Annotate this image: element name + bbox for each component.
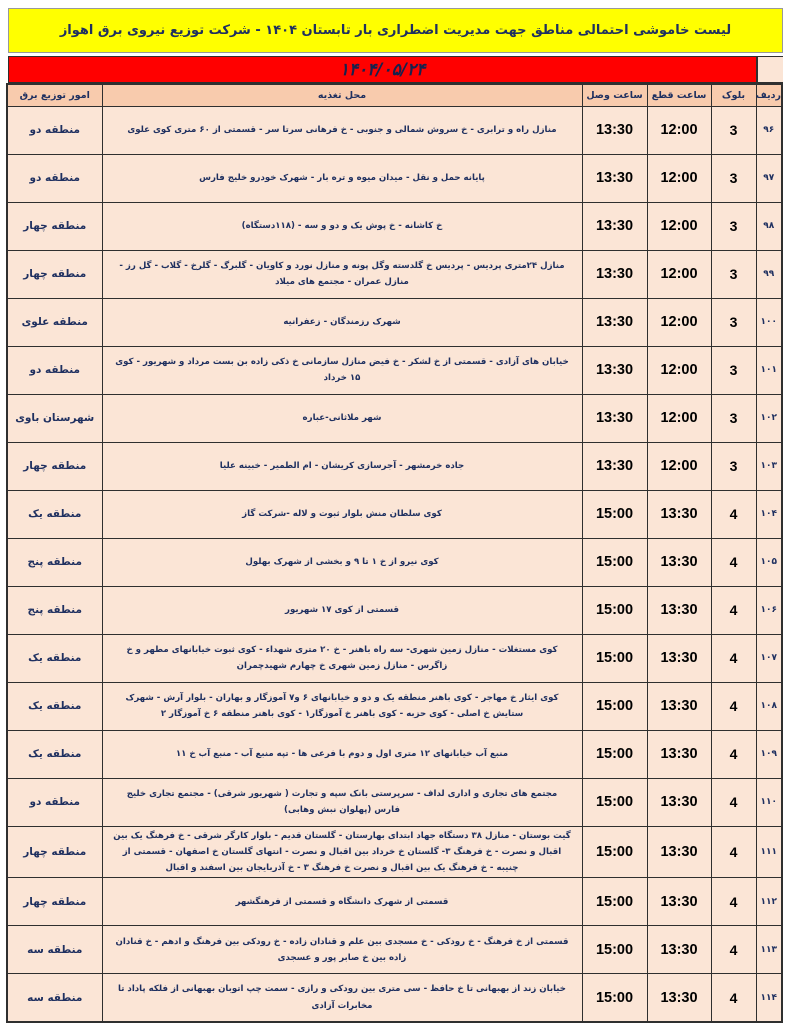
block-cell: 3 [711,106,756,154]
reconnect-time-cell: 15:00 [582,926,647,974]
date-corner-cell [757,56,783,83]
table-row [7,586,782,634]
col-header-location: محل تغذیه [102,84,582,106]
location-cell: کوی سلطان منش بلوار ثبوت و لاله -شرکت گاز [102,490,582,538]
block-cell: 3 [711,346,756,394]
schedule-date: ۱۴۰۴/۰۵/۲۴ [339,59,426,80]
cut-time-cell: 12:00 [647,250,711,298]
table-row [7,106,782,154]
table-header [7,84,782,106]
cut-time-cell: 13:30 [647,538,711,586]
reconnect-time-cell: 15:00 [582,974,647,1022]
region-cell: منطقه سه [7,926,102,974]
table-row [7,346,782,394]
block-cell: 4 [711,974,756,1022]
region-cell: منطقه چهار [7,878,102,926]
block-cell: 3 [711,442,756,490]
row-number-cell: ۱۰۹ [756,730,782,778]
table-row [7,634,782,682]
region-cell: منطقه دو [7,346,102,394]
region-cell: شهرستان باوی [7,394,102,442]
table-row [7,878,782,926]
region-cell: منطقه سه [7,974,102,1022]
location-cell: خ کاشانه - خ پوش یک و دو و سه - (۱۱۸دستگاه) [102,202,582,250]
block-cell: 4 [711,586,756,634]
location-cell: مجتمع های تجاری و اداری لداف - سرپرستی بانک سپه و تجارت ( شهریور شرقی) - مجتمع تجاری خلیج فارس (پهلوان نبش وهابی) [102,778,582,826]
reconnect-time-cell: 13:30 [582,154,647,202]
reconnect-time-cell: 13:30 [582,298,647,346]
block-cell: 4 [711,538,756,586]
cut-time-cell: 13:30 [647,878,711,926]
row-number-cell: ۹۶ [756,106,782,154]
location-cell: شهرک رزمندگان - زعفرانیه [102,298,582,346]
region-cell: منطقه دو [7,778,102,826]
cut-time-cell: 12:00 [647,442,711,490]
table-row [7,298,782,346]
cut-time-cell: 13:30 [647,778,711,826]
reconnect-time-cell: 13:30 [582,442,647,490]
region-cell: منطقه پنج [7,538,102,586]
row-number-cell: ۱۰۸ [756,682,782,730]
table-row [7,974,782,1022]
location-cell: پایانه حمل و نقل - میدان میوه و تره بار - شهرک خودرو خلیج فارس [102,154,582,202]
block-cell: 4 [711,490,756,538]
row-number-cell: ۱۱۲ [756,878,782,926]
row-number-cell: ۱۰۱ [756,346,782,394]
table-row [7,730,782,778]
block-cell: 4 [711,826,756,878]
row-number-cell: ۱۱۰ [756,778,782,826]
table-row [7,682,782,730]
reconnect-time-cell: 15:00 [582,878,647,926]
row-number-cell: ۱۰۳ [756,442,782,490]
table-row [7,778,782,826]
table-row [7,926,782,974]
date-row [8,56,783,83]
block-cell: 4 [711,682,756,730]
block-cell: 4 [711,730,756,778]
reconnect-time-cell: 13:30 [582,106,647,154]
region-cell: منطقه یک [7,682,102,730]
location-cell: خیابان های آزادی - قسمتی از خ لشکر - خ فیض منازل سازمانی خ ذکی زاده بن بست مرداد و شهریور - کوی ۱۵ خرداد [102,346,582,394]
row-number-cell: ۱۱۱ [756,826,782,878]
location-cell: کوی ایثار خ مهاجر - کوی باهنر منطقه یک و دو و خیابانهای ۶ و۷ آموزگار و بهاران - بلوار آرش - شهرک ستایش خ اصلی - کوی حزبه - کوی باهنر خ آموزگار۱ - کوی باهنر منطقه ۶ خ آموزگار ۲ [102,682,582,730]
cut-time-cell: 12:00 [647,298,711,346]
cut-time-cell: 13:30 [647,974,711,1022]
reconnect-time-cell: 15:00 [582,682,647,730]
region-cell: منطقه دو [7,154,102,202]
row-number-cell: ۱۰۰ [756,298,782,346]
table-row [7,154,782,202]
cut-time-cell: 13:30 [647,490,711,538]
cut-time-cell: 13:30 [647,682,711,730]
col-header-cut-time: ساعت قطع [647,84,711,106]
block-cell: 4 [711,926,756,974]
block-cell: 3 [711,394,756,442]
reconnect-time-cell: 15:00 [582,826,647,878]
reconnect-time-cell: 13:30 [582,250,647,298]
region-cell: منطقه پنج [7,586,102,634]
location-cell: قسمتی از شهرک دانشگاه و قسمتی از فرهنگشهر [102,878,582,926]
row-number-cell: ۱۰۶ [756,586,782,634]
location-cell: منبع آب خیابانهای ۱۲ متری اول و دوم با فرعی ها - تپه منبع آب - منبع آب خ ۱۱ [102,730,582,778]
reconnect-time-cell: 15:00 [582,586,647,634]
row-number-cell: ۱۰۴ [756,490,782,538]
region-cell: منطقه چهار [7,202,102,250]
block-cell: 3 [711,250,756,298]
block-cell: 4 [711,778,756,826]
region-cell: منطقه چهار [7,250,102,298]
location-cell: جاده خرمشهر - آجرسازی کریشان - ام الطمیر - خبینه علیا [102,442,582,490]
cut-time-cell: 12:00 [647,346,711,394]
title-banner [8,8,783,53]
location-cell: خیابان زند از بهبهانی تا خ حافظ - سی متری بین رودکی و رازی - سمت چپ اتوبان بهبهانی از فلکه پاداد تا مخابرات آزادی [102,974,582,1022]
cut-time-cell: 12:00 [647,394,711,442]
outage-table [6,83,783,1023]
block-cell: 4 [711,634,756,682]
table-row [7,250,782,298]
col-header-row-number: ردیف [756,84,782,106]
cut-time-cell: 12:00 [647,154,711,202]
region-cell: منطقه چهار [7,826,102,878]
location-cell: کوی نیرو از خ ۱ تا ۹ و بخشی از شهرک بهلول [102,538,582,586]
reconnect-time-cell: 15:00 [582,778,647,826]
table-row [7,490,782,538]
cut-time-cell: 13:30 [647,826,711,878]
table-body [7,106,782,1022]
reconnect-time-cell: 13:30 [582,202,647,250]
cut-time-cell: 13:30 [647,730,711,778]
location-cell: گیت بوستان - منازل ۳۸ دستگاه جهاد ابتدای بهارستان - گلستان قدیم - بلوار کارگر شرقی - خ فرهنگ یک بین اقبال و نصرت - خ فرهنگ ۳- گلستان خ خرداد بین اقبال و نصرت - انتهای گلستان خ اصفهان - قسمتی از چنیبه - خ فرهنگ یک بین اقبال و نصرت خ فرهنگ ۳ - خ آذربایجان بین اسفند و اقبال [102,826,582,878]
cut-time-cell: 13:30 [647,586,711,634]
location-cell: منازل ۲۴متری پردیس - پردیس خ گلدسته وگل پونه و منازل نورد و کاویان - گلبرگ - گلرخ - گلاب - گل رز - منازل عمران - مجتمع های میلاد [102,250,582,298]
block-cell: 3 [711,154,756,202]
location-cell: قسمتی از کوی ۱۷ شهریور [102,586,582,634]
table-row [7,394,782,442]
location-cell: منازل راه و ترابری - خ سروش شمالی و جنوبی - خ فرهانی سرتا سر - قسمتی از ۶۰ متری کوی علوی [102,106,582,154]
outage-schedule-page [8,8,783,1023]
date-bar [8,56,757,83]
table-row [7,442,782,490]
table-row [7,826,782,878]
reconnect-time-cell: 15:00 [582,538,647,586]
region-cell: منطقه چهار [7,442,102,490]
location-cell: کوی مستغلات - منازل زمین شهری- سه راه باهنر - خ ۲۰ متری شهداء - کوی ثبوت خیابانهای مطهر و خ زاگرس - منازل زمین شهری خ چهارم شهیدچمران [102,634,582,682]
row-number-cell: ۱۱۳ [756,926,782,974]
block-cell: 3 [711,202,756,250]
region-cell: منطقه یک [7,634,102,682]
row-number-cell: ۹۷ [756,154,782,202]
col-header-block: بلوک [711,84,756,106]
location-cell: شهر ملاثانی-عباره [102,394,582,442]
reconnect-time-cell: 15:00 [582,634,647,682]
col-header-reconnect-time: ساعت وصل [582,84,647,106]
row-number-cell: ۱۱۴ [756,974,782,1022]
row-number-cell: ۱۰۵ [756,538,782,586]
row-number-cell: ۱۰۷ [756,634,782,682]
table-row [7,202,782,250]
col-header-region: امور توزیع برق [7,84,102,106]
block-cell: 3 [711,298,756,346]
reconnect-time-cell: 13:30 [582,394,647,442]
row-number-cell: ۹۹ [756,250,782,298]
page-title: لیست خاموشی احتمالی مناطق جهت مدیریت اضطراری بار تابستان ۱۴۰۴ - شرکت توزیع نیروی برق اهواز [59,23,732,38]
region-cell: منطقه دو [7,106,102,154]
row-number-cell: ۱۰۲ [756,394,782,442]
region-cell: منطقه یک [7,730,102,778]
table-row [7,538,782,586]
row-number-cell: ۹۸ [756,202,782,250]
reconnect-time-cell: 13:30 [582,346,647,394]
cut-time-cell: 12:00 [647,202,711,250]
cut-time-cell: 13:30 [647,634,711,682]
reconnect-time-cell: 15:00 [582,490,647,538]
reconnect-time-cell: 15:00 [582,730,647,778]
location-cell: قسمتی از خ فرهنگ - خ رودکی - خ مسجدی بین علم و قنادان زاده - خ رودکی بین فرهنگ و ادهم - خ قنادان زاده بین خ صابر پور و عسجدی [102,926,582,974]
cut-time-cell: 13:30 [647,926,711,974]
cut-time-cell: 12:00 [647,106,711,154]
block-cell: 4 [711,878,756,926]
region-cell: منطقه علوی [7,298,102,346]
region-cell: منطقه یک [7,490,102,538]
